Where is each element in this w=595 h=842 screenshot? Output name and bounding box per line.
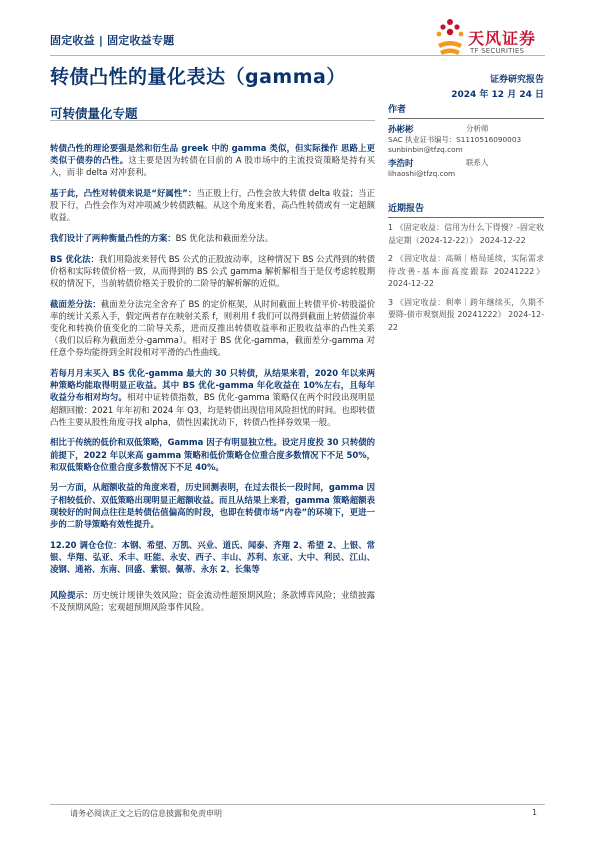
title-divider [50,55,545,56]
author-name: 孙彬彬 [388,125,414,135]
recent-reports [388,201,544,334]
paragraph-lead: 基于此，凸性对转债来说是“好属性”： [50,188,197,198]
body-paragraph [50,253,375,290]
paragraph-lead: 另一方面，从超额收益的角度来看，历史回测表明，在过去很长一段时间，gamma 因子相较低价、双低策略出现明显正超额收益。而且从结果上来看，gamma 策略超额表现较好的时间点往往是转债估值偏高的时段，也即在转债市场“内卷”的环境下，更进一步的二阶导策略有效性提升。 [50,482,375,530]
body-paragraph [50,539,375,576]
report-date: 2024 年 12 月 24 日 [451,90,544,100]
logo-mark-icon [434,18,466,58]
author-entry [388,123,544,157]
page-title: 转债凸性的量化表达（gamma） [50,66,346,88]
footer-divider [50,804,545,805]
paragraph-text: 当正股上行，凸性会放大转债 delta 收益；当正股下行，凸性会作为对冲项减少转债跌幅。从这个角度来看，高凸性转债或有一定超额收益。 [50,188,375,223]
paragraph-text: 这主要是因为转债在目前的 A 股市场中的主流投资策略是持有买入，而非 delta 对冲套利。 [50,155,375,178]
sidebar [388,102,544,340]
report-link[interactable]: 1 《固定收益：信用为什么下得慢？-固定收益定期（2024-12-22）》 2024-12-22 [388,223,544,245]
paragraph-lead: 12.20 调仓仓位：本钢、希望、万凯、兴业、道氏、闻泰、齐翔 2、希望 2、上银、常银、华翔、弘亚、禾丰、旺能、永安、西子、丰山、苏利、东亚、大中、利民、江山、凌钢、通裕、东南、回盛、紫银、佩蒂、永东 2、长集等 [50,539,375,575]
paragraph-lead: 相比于传统的低价和双低策略，Gamma 因子有明显独立性。设定月度投 30 只转债的前提下，2022 年以来高 gamma 策略和低价策略仓位重合度多数情况下不足 50%，和双低策略仓位重合度多数情况下不足 40%。 [50,437,375,472]
authors-heading: 作者 [388,102,544,119]
body-paragraph [50,142,375,179]
logo-chinese-name: 天风证券 [468,29,537,48]
paragraph-lead: BS 优化法： [50,253,99,264]
paragraph-lead: 我们设计了两种衡量凸性的方案： [50,233,176,243]
page-number: 1 [532,808,538,817]
recent-reports-heading: 近期报告 [388,201,544,218]
paragraph-lead: 截面差分法： [50,298,101,309]
body-paragraph [50,367,375,428]
paragraph-lead: 风险提示： [50,590,93,601]
author-role: 联系人 [466,158,489,167]
author-name: 李浩时 [388,159,414,169]
paragraph-text: 相对中证转债指数，BS 优化-gamma 策略仅在两个时段出现明显超额回撤：2021 年年初和 2024 年 Q3，均是转债出现信用风险担忧的时间。也即转债凸性主要从股性角度寻找 alpha，债性因素扰动下，转债凸性择券效果一般。 [50,392,375,427]
body-paragraph [50,481,375,530]
logo-english-name: TF SECURITIES [470,47,525,55]
body-paragraph [50,298,375,359]
paragraph-text: 我们用隐波来替代 BS 公式的正股波动率，这种情况下 BS 公式得到的转债价格和实际转债价格一致，从而得到的 BS 公式 gamma 解析解相当于是仅考虑转股期权的情况下，当前转债价格关于股价的二阶导的解析解的近似。 [50,253,375,288]
company-logo [434,18,554,64]
paragraph-lead: 转债凸性的理论要强是然和衍生品 greek 中的 gamma 类似，但实际操作 思路上更类似于债券的凸性。 [50,143,375,166]
report-link[interactable]: 3 《固定收益：利率｜跨年继续买，久期不要降-债市观察周报 20241222》 2024-12-22 [388,297,544,332]
body-paragraph [50,436,375,473]
author-role: 分析师 [466,124,489,133]
author-email[interactable]: lihaoshi@tfzq.com [388,169,456,178]
author-entry [388,157,544,183]
risk-warning [50,589,375,613]
footer-disclaimer: 请务必阅读正文之后的信息披露和免责申明 [70,809,222,818]
report-link[interactable]: 2 《固定收益：高频｜格局延续，实际需求待改善-基本面高度跟踪 20241222》 2024-12-22 [388,254,544,288]
breadcrumb: 固定收益 | 固定收益专题 [50,34,175,47]
report-body [50,142,375,622]
body-paragraph [50,187,375,224]
author-cert: SAC 执业证书编号：S1110516090003 [388,135,522,144]
paragraph-lead: 若每月月末买入 BS 优化-gamma 最大的 30 只转债，从结果来看，2020 年以来两种策略均能取得明显正收益。其中 BS 优化-gamma 年化收益在 10%左右，且每年收益分布相对均匀。 [50,368,375,403]
paragraph-text: 历史统计规律失效风险；资金流动性超预期风险；条款博弈风险；业绩披露不及预期风险；宏观超预期风险事件风险。 [50,590,376,613]
body-paragraph [50,232,375,244]
author-email[interactable]: sunbinbin@tfzq.com [388,145,463,154]
paragraph-text: BS 优化法和截面差分法。 [175,233,273,243]
paragraph-text: 截面差分法完全舍弃了 BS 的定价框架，从时间截面上转债平价-转股溢价率的统计关系入手，假定两者存在映射关系 f，则利用 f 我们可以得到截面上转债溢价率变化和转换价值变化的二阶导关系，进而反推出转债收益率和正股收益率的凸性关系（我们以后称为截面差分-gamma）。相对于 BS 优化-gamma，截面差分-gamma 对任意个券均能得到全时段相对平滑的凸性曲线。 [50,298,375,358]
page-subtitle: 可转债量化专题 [50,106,138,121]
report-type: 证券研究报告 [489,75,544,85]
